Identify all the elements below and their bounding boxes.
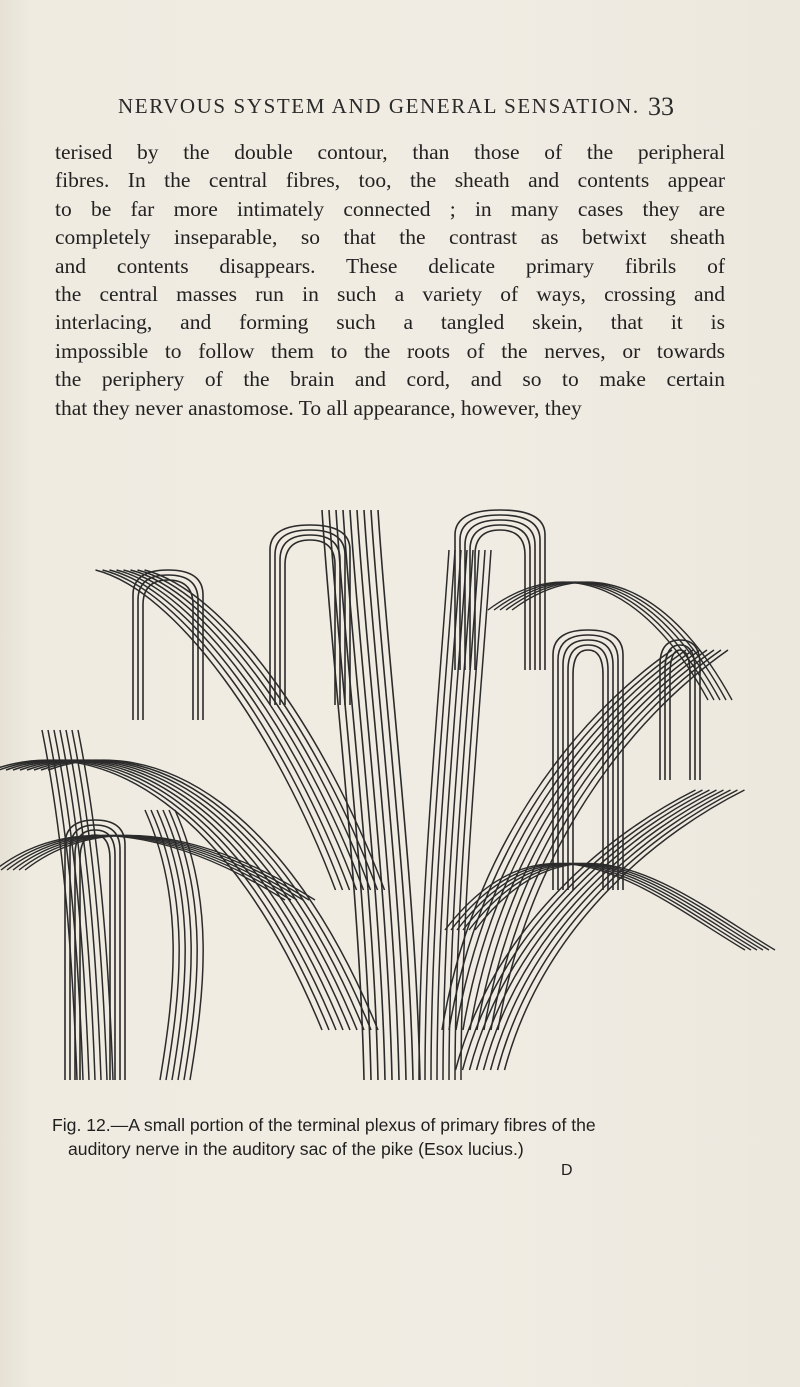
caption-line: auditory nerve in the auditory sac of the pike (Esox lucius.)	[68, 1139, 524, 1159]
fibre-line	[378, 510, 420, 1080]
left-trunk	[42, 730, 113, 1080]
fibre-loop	[475, 530, 525, 670]
body-line: the central masses run in such a variety of ways, crossing and	[55, 282, 725, 307]
fibre-line	[491, 650, 721, 1030]
caption-line: Fig. 12.—A small portion of the terminal plexus of primary fibres of the	[52, 1115, 596, 1135]
body-line: that they never anastomose. To all appearance, however, they	[55, 395, 582, 420]
fibre-line	[505, 790, 745, 1070]
page-number: 33	[648, 92, 674, 121]
fibre-loop	[563, 640, 613, 890]
body-paragraph	[55, 138, 725, 422]
fibre-loop	[143, 580, 193, 720]
fibre-line	[42, 730, 77, 1080]
fibre-loop	[285, 540, 335, 705]
top-center-loop	[455, 510, 545, 670]
fibre-loop	[470, 525, 530, 670]
fibre-line	[484, 650, 714, 1030]
body-line: and contents disappears. These delicate primary fibrils of	[55, 253, 725, 278]
body-line: completely inseparable, so that the contrast as betwixt sheath	[55, 225, 725, 250]
fibre-line	[72, 730, 107, 1080]
running-head	[0, 92, 800, 132]
fibre-line	[470, 790, 710, 1070]
fibre-loop	[455, 510, 545, 670]
fibre-line	[0, 760, 322, 1030]
fibre-line	[151, 810, 179, 1080]
fibre-loop	[270, 525, 350, 705]
fibre-loop	[558, 635, 618, 890]
body-line: terised by the double contour, than those of the peripheral	[55, 140, 725, 164]
nerve-plexus-drawing	[0, 470, 800, 1090]
body-line: fibres. In the central fibres, too, the sheath and contents appear	[55, 168, 725, 193]
figure-illustration	[0, 470, 800, 1090]
fibre-line	[477, 650, 707, 1030]
fibre-line	[78, 730, 113, 1080]
fibre-line	[0, 835, 285, 900]
fibre-line	[145, 810, 173, 1080]
figure-caption	[52, 1113, 752, 1161]
fibre-line	[491, 790, 731, 1070]
right-slim-loop	[660, 640, 700, 780]
fibre-line	[66, 730, 101, 1080]
fibre-line	[371, 510, 413, 1080]
signature-mark: D	[561, 1162, 573, 1179]
running-title: NERVOUS SYSTEM AND GENERAL SENSATION.	[118, 94, 640, 118]
body-line: impossible to follow them to the roots of the nerves, or towards	[55, 338, 725, 363]
fibre-line	[157, 810, 185, 1080]
fibre-line	[477, 790, 717, 1070]
fibre-line	[54, 730, 89, 1080]
central-upper-loop	[270, 525, 350, 705]
right-fan-1	[442, 650, 728, 1030]
fibre-line	[163, 810, 191, 1080]
body-line: interlacing, and forming such a tangled skein, that it is	[55, 310, 725, 335]
right-tall-loop	[553, 630, 623, 890]
body-line: the periphery of the brain and cord, and so to make certain	[55, 367, 725, 392]
body-line: to be far more intimately connected ; in many cases they are	[55, 196, 725, 221]
